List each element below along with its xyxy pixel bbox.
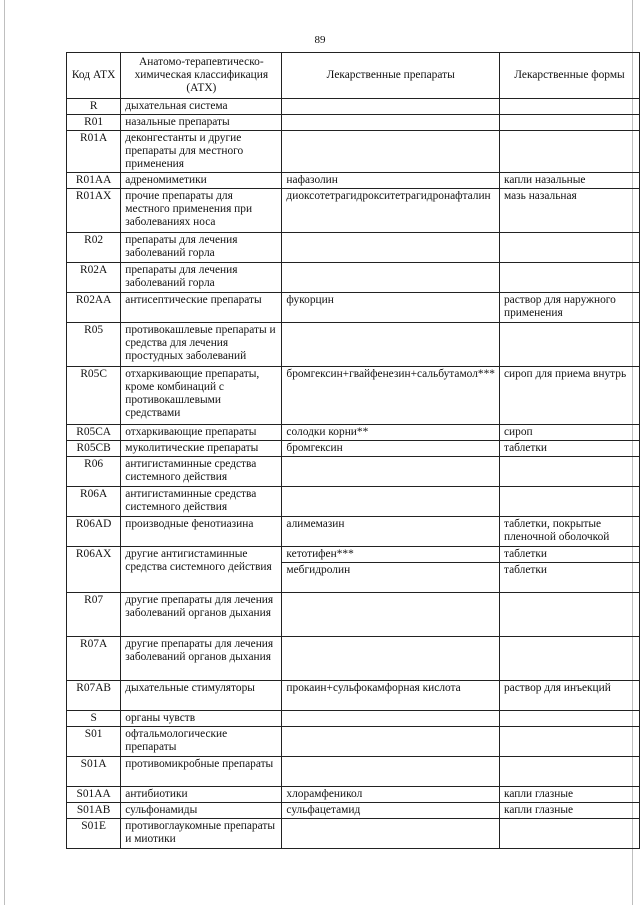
table-row (67, 441, 640, 457)
dosage-form (499, 487, 639, 517)
dosage-form (499, 131, 639, 173)
table-row (67, 233, 640, 263)
dosage-form (499, 323, 639, 367)
dosage-form: таблетки (499, 441, 639, 457)
drug-name: бромгексин (282, 441, 500, 457)
drug-name (282, 99, 500, 115)
table-row (67, 727, 640, 757)
atc-code: R06A (67, 487, 121, 517)
atc-classification: другие препараты для лечения заболеваний органов дыхания (121, 593, 282, 637)
table-row (67, 173, 640, 189)
atc-classification: отхаркивающие препараты, кроме комбинаций с противокашлевыми средствами (121, 367, 282, 425)
atc-code: R02 (67, 233, 121, 263)
dosage-form: таблетки (499, 547, 639, 563)
table-row (67, 487, 640, 517)
atc-table (66, 52, 640, 849)
atc-classification: антигистаминные средства системного действия (121, 457, 282, 487)
atc-code: R01 (67, 115, 121, 131)
atc-classification: назальные препараты (121, 115, 282, 131)
atc-code: R05CA (67, 425, 121, 441)
dosage-form (499, 819, 639, 849)
table-body (67, 99, 640, 849)
dosage-form (499, 457, 639, 487)
atc-code: R07 (67, 593, 121, 637)
atc-classification: муколитические препараты (121, 441, 282, 457)
atc-code: R01A (67, 131, 121, 173)
atc-classification: отхаркивающие препараты (121, 425, 282, 441)
atc-classification: препараты для лечения заболеваний горла (121, 263, 282, 293)
table-row (67, 757, 640, 787)
atc-classification: другие препараты для лечения заболеваний органов дыхания (121, 637, 282, 681)
atc-classification: другие антигистаминные средства системного действия (121, 547, 282, 593)
page-number: 89 (314, 34, 326, 46)
atc-code: R06 (67, 457, 121, 487)
scan-edge-left (4, 0, 5, 905)
drug-name (282, 757, 500, 787)
dosage-form (499, 99, 639, 115)
table-row (67, 593, 640, 637)
table-row (67, 457, 640, 487)
table-row (67, 263, 640, 293)
dosage-form: таблетки (499, 563, 639, 593)
atc-classification: дыхательная система (121, 99, 282, 115)
atc-classification: дыхательные стимуляторы (121, 681, 282, 711)
atc-code: R06AX (67, 547, 121, 593)
atc-code: R05 (67, 323, 121, 367)
dosage-form: раствор для наружного применения (499, 293, 639, 323)
table-row (67, 681, 640, 711)
table-row (67, 293, 640, 323)
atc-code: S01AA (67, 787, 121, 803)
dosage-form (499, 757, 639, 787)
atc-classification: антисептические препараты (121, 293, 282, 323)
drug-name (282, 819, 500, 849)
atc-code: R07A (67, 637, 121, 681)
drug-name: фукорцин (282, 293, 500, 323)
dosage-form (499, 593, 639, 637)
atc-classification: антигистаминные средства системного действия (121, 487, 282, 517)
drug-name (282, 457, 500, 487)
header-forms: Лекарственные формы (499, 53, 639, 99)
drug-name (282, 131, 500, 173)
drug-name (282, 711, 500, 727)
drug-name: бромгексин+гвайфенезин+сальбутамол*** (282, 367, 500, 425)
drug-name: нафазолин (282, 173, 500, 189)
drug-name (282, 263, 500, 293)
dosage-form: сироп (499, 425, 639, 441)
table-row (67, 803, 640, 819)
header-drugs: Лекарственные препараты (282, 53, 500, 99)
drug-name: прокаин+сульфокамфорная кислота (282, 681, 500, 711)
atc-code: R02A (67, 263, 121, 293)
drug-name (282, 727, 500, 757)
table-row (67, 637, 640, 681)
dosage-form (499, 233, 639, 263)
table-row (67, 189, 640, 233)
drug-name: диоксотетрагидрокситетрагидронафталин (282, 189, 500, 233)
atc-code: R02AA (67, 293, 121, 323)
table-row (67, 787, 640, 803)
drug-name: кетотифен*** (282, 547, 500, 563)
dosage-form: раствор для инъекций (499, 681, 639, 711)
dosage-form: сироп для приема внутрь (499, 367, 639, 425)
atc-classification: сульфонамиды (121, 803, 282, 819)
table-row (67, 115, 640, 131)
table-row (67, 547, 640, 563)
drug-name: солодки корни** (282, 425, 500, 441)
atc-classification: органы чувств (121, 711, 282, 727)
atc-classification: противокашлевые препараты и средства для лечения простудных заболеваний (121, 323, 282, 367)
dosage-form (499, 263, 639, 293)
atc-classification: препараты для лечения заболеваний горла (121, 233, 282, 263)
drug-name: алимемазин (282, 517, 500, 547)
dosage-form: таблетки, покрытые пленочной оболочкой (499, 517, 639, 547)
dosage-form (499, 115, 639, 131)
dosage-form (499, 711, 639, 727)
atc-code: R05C (67, 367, 121, 425)
table-header-row (67, 53, 640, 99)
dosage-form: мазь назальная (499, 189, 639, 233)
atc-code: R05CB (67, 441, 121, 457)
drug-name (282, 115, 500, 131)
atc-classification: производные фенотиазина (121, 517, 282, 547)
atc-code: S01E (67, 819, 121, 849)
atc-code: R (67, 99, 121, 115)
dosage-form: капли глазные (499, 787, 639, 803)
table-row (67, 517, 640, 547)
drug-name (282, 637, 500, 681)
dosage-form: капли назальные (499, 173, 639, 189)
atc-code: S01 (67, 727, 121, 757)
dosage-form (499, 637, 639, 681)
table-row (67, 711, 640, 727)
drug-name: сульфацетамид (282, 803, 500, 819)
atc-code: S01AB (67, 803, 121, 819)
dosage-form: капли глазные (499, 803, 639, 819)
atc-code: S01A (67, 757, 121, 787)
table-row (67, 367, 640, 425)
atc-classification: адреномиметики (121, 173, 282, 189)
atc-classification: деконгестанты и другие препараты для местного применения (121, 131, 282, 173)
drug-name: мебгидролин (282, 563, 500, 593)
atc-code: R01AX (67, 189, 121, 233)
atc-classification: противомикробные препараты (121, 757, 282, 787)
atc-code: R01AA (67, 173, 121, 189)
header-code: Код АТХ (67, 53, 121, 99)
table-row (67, 323, 640, 367)
atc-classification: антибиотики (121, 787, 282, 803)
dosage-form (499, 727, 639, 757)
table-row (67, 131, 640, 173)
drug-name (282, 233, 500, 263)
atc-code: S (67, 711, 121, 727)
drug-name (282, 593, 500, 637)
header-classification: Анатомо-терапевтическо-химическая классификация (АТХ) (121, 53, 282, 99)
atc-classification: прочие препараты для местного применения при заболеваниях носа (121, 189, 282, 233)
drug-name (282, 323, 500, 367)
atc-classification: противоглаукомные препараты и миотики (121, 819, 282, 849)
drug-name (282, 487, 500, 517)
table-row (67, 99, 640, 115)
drug-name: хлорамфеникол (282, 787, 500, 803)
table-row (67, 425, 640, 441)
table-row (67, 819, 640, 849)
atc-code: R06AD (67, 517, 121, 547)
atc-classification: офтальмологические препараты (121, 727, 282, 757)
atc-code: R07AB (67, 681, 121, 711)
